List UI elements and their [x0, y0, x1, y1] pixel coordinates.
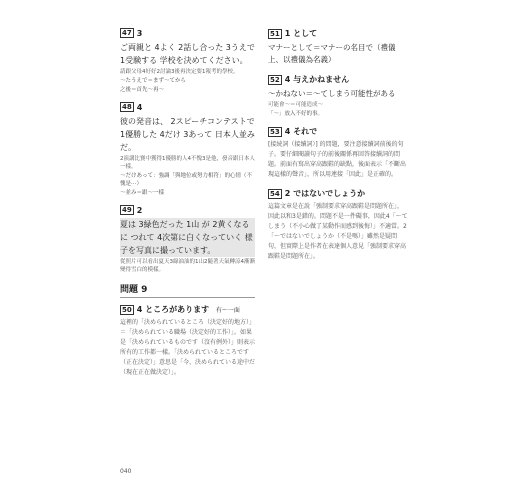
section-title: 問題 9	[120, 282, 255, 298]
question-number: 54	[270, 189, 280, 198]
answer-title	[285, 74, 349, 85]
explanation: 這篇文章是在說「強制要求穿高跟鞋是問題所在」，因此以和3是錯的。問題不是一件礙事，因此4「〜てしまう（不小心做了某動作而感到後悔）」不適當。2「〜ではないでしょうか（不是嗎）」雖然是疑問句，但實際上是作者在表達個人意見「強制要求穿高跟鞋是問題所在」。	[268, 203, 408, 260]
chinese-translation: 從照片可以看出夏天3綠油油的1山2隨著天氣轉涼4漸漸變得雪白的模樣。	[120, 259, 255, 273]
question-header	[268, 126, 408, 137]
grammar-note: 〜並み＝跟〜一樣	[120, 190, 165, 196]
chinese-translation: 可能會〜＝可能造成〜	[268, 102, 324, 108]
page-number: 040	[120, 468, 132, 475]
question-48	[120, 102, 255, 197]
japanese-sentence: 夏は 3緑色だった 1山 が 2黄くなるに つれて 4次第に白くなっていく 様子を写真に撮っています。	[120, 218, 255, 257]
question-header	[268, 74, 408, 85]
answer-label: 4	[136, 102, 143, 112]
answer-subtitle: 有〜一面	[215, 307, 240, 314]
answer-text: それで	[293, 127, 318, 136]
explanation: 這裡的「決められているところ（決定好的地方）」＝「決められている職場（決定好的工作）」。如果是「決められているものです（沒有例外）」則表示所有的工作都一樣。「決められているところです（正在決定）」意思是「今、決められている途中だ（現在正在做決定）」。	[120, 319, 256, 376]
question-header	[120, 28, 255, 38]
chinese-translation: 請跟父母4好好2討論3後再決定要1報考的學校。	[120, 69, 239, 75]
answer-text: ではないでしょうか	[293, 189, 366, 198]
left-column	[120, 28, 255, 386]
question-51	[268, 28, 408, 66]
question-header	[268, 28, 408, 39]
question-number: 49	[122, 206, 132, 214]
question-number: 47	[122, 29, 132, 37]
question-number: 48	[122, 103, 132, 111]
question-53	[268, 126, 408, 180]
grammar-note: 〜かねない＝〜てしまう可能性がある	[268, 89, 396, 98]
question-49	[120, 205, 255, 274]
answer-text: として	[293, 29, 318, 38]
answer-title	[137, 304, 240, 315]
answer-number: 4	[284, 127, 291, 136]
answer-title	[285, 188, 365, 199]
question-47	[120, 28, 255, 94]
answer-title	[285, 28, 317, 39]
answer-number: 4	[284, 75, 291, 84]
answer-number: 1	[284, 29, 291, 38]
answer-number: 4	[136, 305, 143, 314]
question-header	[268, 188, 408, 199]
grammar-note: 之後＝首先〜再〜	[120, 87, 165, 93]
question-header	[120, 304, 255, 315]
question-number: 52	[270, 75, 280, 84]
question-54	[268, 188, 408, 262]
right-column	[268, 28, 408, 270]
chinese-translation: 2演講比賽中獲得1優勝的人4不愧3是他，發音跟日本人一樣。	[120, 156, 255, 170]
answer-text: ところがあります	[145, 305, 210, 314]
explanation: マナーとして＝マナーの名目で（禮儀上、以禮儀為名義）	[268, 43, 396, 64]
answer-text: 与えかねません	[293, 75, 350, 84]
explanation: [接続詞（接續詞）] 的問題，要注意接續詞前後的句子。要仔細閱讀句子的前後關係再回答接續詞的問題。前面有寫出穿高跟鞋的缺點，後面表示「不斷出現這樣的聲音」，所以用連接「因此」是正確的。	[268, 141, 407, 178]
question-number: 50	[122, 305, 132, 314]
question-number: 51	[270, 29, 280, 38]
question-52	[268, 74, 408, 118]
japanese-sentence: 彼の発音は、 2スピーチコンテストで 1優勝した 4だけ 3あって 日本人並みだ。	[120, 117, 255, 152]
answer-label: 2	[136, 205, 143, 215]
question-header	[120, 205, 255, 215]
answer-label: 3	[136, 28, 143, 38]
answer-title	[285, 126, 317, 137]
question-number: 53	[270, 127, 280, 136]
grammar-note: 〜だけあって：強調「與地位或努力相符」的心情（不愧是⋯）	[120, 173, 252, 187]
question-50	[120, 304, 255, 378]
japanese-sentence: ご両親と 4よく 2話し合った 3うえで 1受験する 学校を決めてください。	[120, 43, 255, 65]
usage-note: 「〜」放入不好的事。	[268, 111, 324, 117]
grammar-note: 〜たうえで＝まず〜てから	[120, 78, 187, 84]
answer-number: 2	[284, 189, 291, 198]
question-header	[120, 102, 255, 112]
